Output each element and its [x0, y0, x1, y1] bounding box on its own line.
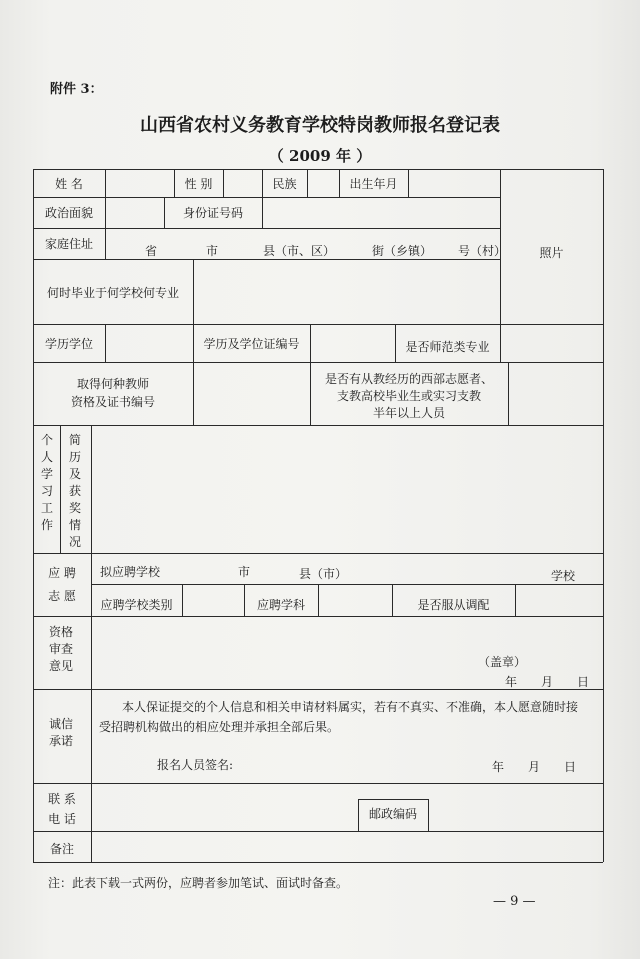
signature-label: 报名人员签名: [157, 758, 234, 772]
experience-label-3: 半年以上人员 [372, 406, 445, 420]
promise-line-2: 受招聘机构做出的相应处理并承担全部后果。 [99, 720, 340, 734]
id-number-label: 身份证号码 [182, 206, 243, 220]
degree-label: 学历学位 [44, 337, 93, 351]
promise-line-1: 本人保证提交的个人信息和相关申请材料属实，若有不真实、不准确，本人愿意随时接 [122, 700, 579, 714]
postcode-label: 邮政编码 [368, 807, 417, 821]
obey-label: 是否服从调配 [417, 598, 490, 612]
address-county: 县（市、区） [263, 244, 336, 258]
footer-note: 注：此表下载一式两份，应聘者参加笔试、面试时备查。 [48, 876, 349, 890]
subject-label: 应聘学科 [256, 598, 305, 612]
political-label: 政治面貌 [44, 206, 93, 220]
graduation-label: 何时毕业于何学校何专业 [46, 286, 179, 300]
sign-date: 年 月 日 [492, 760, 577, 774]
name-label: 姓 名 [55, 177, 83, 191]
apply-label-2: 志 愿 [48, 589, 76, 603]
contact-label-2: 电 话 [48, 812, 76, 826]
address-city: 市 [206, 244, 219, 258]
seal-label: （盖章） [478, 655, 527, 669]
form-title: 山西省农村义务教育学校特岗教师报名登记表 [140, 115, 500, 136]
resume-inner-label: 简历及获奖情况 [68, 433, 81, 549]
attachment-label: 附件 3： [50, 82, 103, 97]
intended-school-label: 拟应聘学校 [100, 565, 161, 579]
contact-label-1: 联 系 [48, 792, 76, 806]
review-label: 资格审查意见 [48, 625, 73, 673]
resume-outer-label: 个人学习工作 [40, 433, 53, 532]
address-number: 号（村） [458, 244, 507, 258]
photo-label: 照片 [539, 246, 564, 260]
degree-cert-label: 学历及学位证编号 [203, 337, 300, 351]
teacher-cert-label-1: 取得何种教师 [76, 377, 149, 391]
teacher-cert-label-2: 资格及证书编号 [70, 395, 155, 409]
school-suffix-label: 学校 [551, 569, 576, 583]
school-county-label: 县（市） [299, 567, 348, 581]
gender-label: 性 别 [184, 177, 213, 191]
remark-label: 备注 [49, 842, 74, 856]
form-year: （ 2009 年 ） [268, 147, 372, 165]
experience-label-2: 支教高校毕业生或实习支教 [336, 389, 481, 403]
school-city-label: 市 [238, 565, 251, 579]
experience-label-1: 是否有从教经历的西部志愿者、 [324, 372, 493, 386]
school-category-label: 应聘学校类别 [100, 598, 173, 612]
address-street: 街（乡镇） [372, 244, 433, 258]
integrity-label: 诚信承诺 [48, 717, 73, 748]
address-province: 省 [145, 244, 158, 258]
birth-label: 出生年月 [349, 177, 398, 191]
normal-major-label: 是否师范类专业 [405, 340, 490, 354]
ethnicity-label: 民族 [272, 177, 297, 191]
review-date: 年 月 日 [505, 675, 590, 689]
apply-label-1: 应 聘 [48, 566, 76, 580]
page-number: — 9 — [493, 894, 536, 909]
address-label: 家庭住址 [44, 237, 93, 251]
